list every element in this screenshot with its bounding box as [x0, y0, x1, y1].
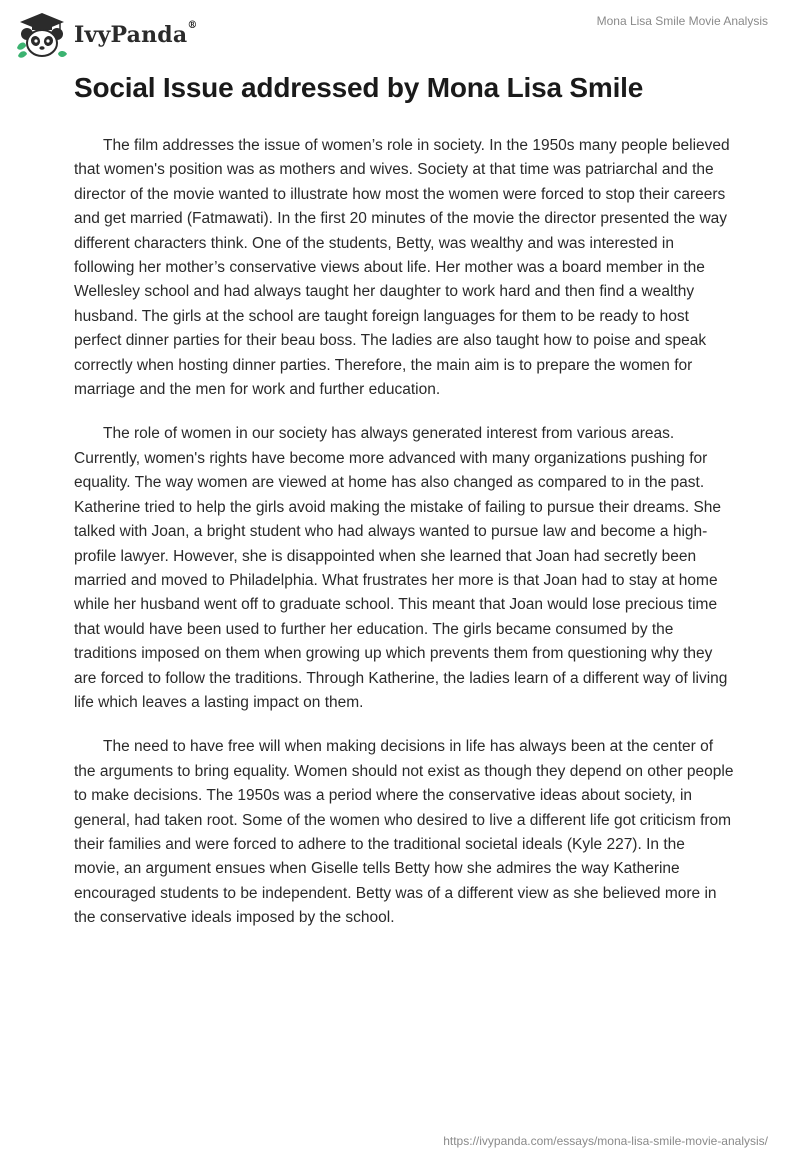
article-body	[74, 134, 734, 951]
source-url[interactable]: https://ivypanda.com/essays/mona-lisa-smile-movie-analysis/	[443, 1134, 768, 1148]
paragraph-2: The role of women in our society has always generated interest from various areas. Currently, women's rights have become more advanced with many organizations pushing for equality. The way women are viewed at home has also changed as compared to in the past. Katherine tried to help the girls avoid making the mistake of failing to pursue their dreams. She talked with Joan, a bright student who had always wanted to pursue law and become a high-profile lawyer. However, she is disappointed when she learned that Joan had secretly been married and moved to Philadelphia. What frustrates her more is that Joan had to stay at home while her husband went off to graduate school. This meant that Joan would lose precious time that would have been used to further her education. The girls became consumed by the traditions imposed on them when growing up which prevents them from questioning why they are forced to follow the traditions. Through Katherine, the ladies learn of a different way of living life which leaves a lasting impact on them.	[74, 425, 728, 711]
page-header	[0, 0, 800, 60]
logo-name: IvyPanda	[74, 22, 188, 48]
logo-text	[74, 22, 198, 48]
paragraph-3: The need to have free will when making decisions in life has always been at the center of the arguments to bring equality. Women should not exist as though they depend on other people to make decisions. The 1950s was a period where the conservative ideas about society, in general, had taken root. Some of the women who desired to live a different life got criticism from their families and were forced to adhere to the traditional societal ideals (Kyle 227). In the movie, an argument ensues when Giselle tells Betty how she admires the way Katherine encouraged students to be independent. Betty was of a different view as she believed more in the conservative ideals imposed by the school.	[74, 738, 734, 927]
document-title: Mona Lisa Smile Movie Analysis	[596, 14, 768, 28]
ivypanda-logo[interactable]	[14, 10, 198, 60]
panda-graduate-icon	[14, 10, 70, 60]
article-title: Social Issue addressed by Mona Lisa Smile	[74, 72, 644, 103]
paragraph-1: The film addresses the issue of women’s role in society. In the 1950s many people believed that women's position was as mothers and wives. Society at that time was patriarchal and the director of the movie wanted to illustrate how most the women were forced to stop their careers and get married (Fatmawati). In the first 20 minutes of the movie the director presented the way different characters think. One of the students, Betty, was wealthy and was interested in following her mother’s conservative views about life. Her mother was a board member in the Wellesley school and had always taught her daughter to work hard and then find a wealthy husband. The girls at the school are taught foreign languages for them to be ready to host perfect dinner parties for their beau boss. The ladies are also taught how to poise and speak correctly when hosting dinner parties. Therefore, the main aim is to prepare the women for marriage and the men for work and further education.	[74, 137, 730, 399]
registered-mark: ®	[187, 20, 198, 31]
